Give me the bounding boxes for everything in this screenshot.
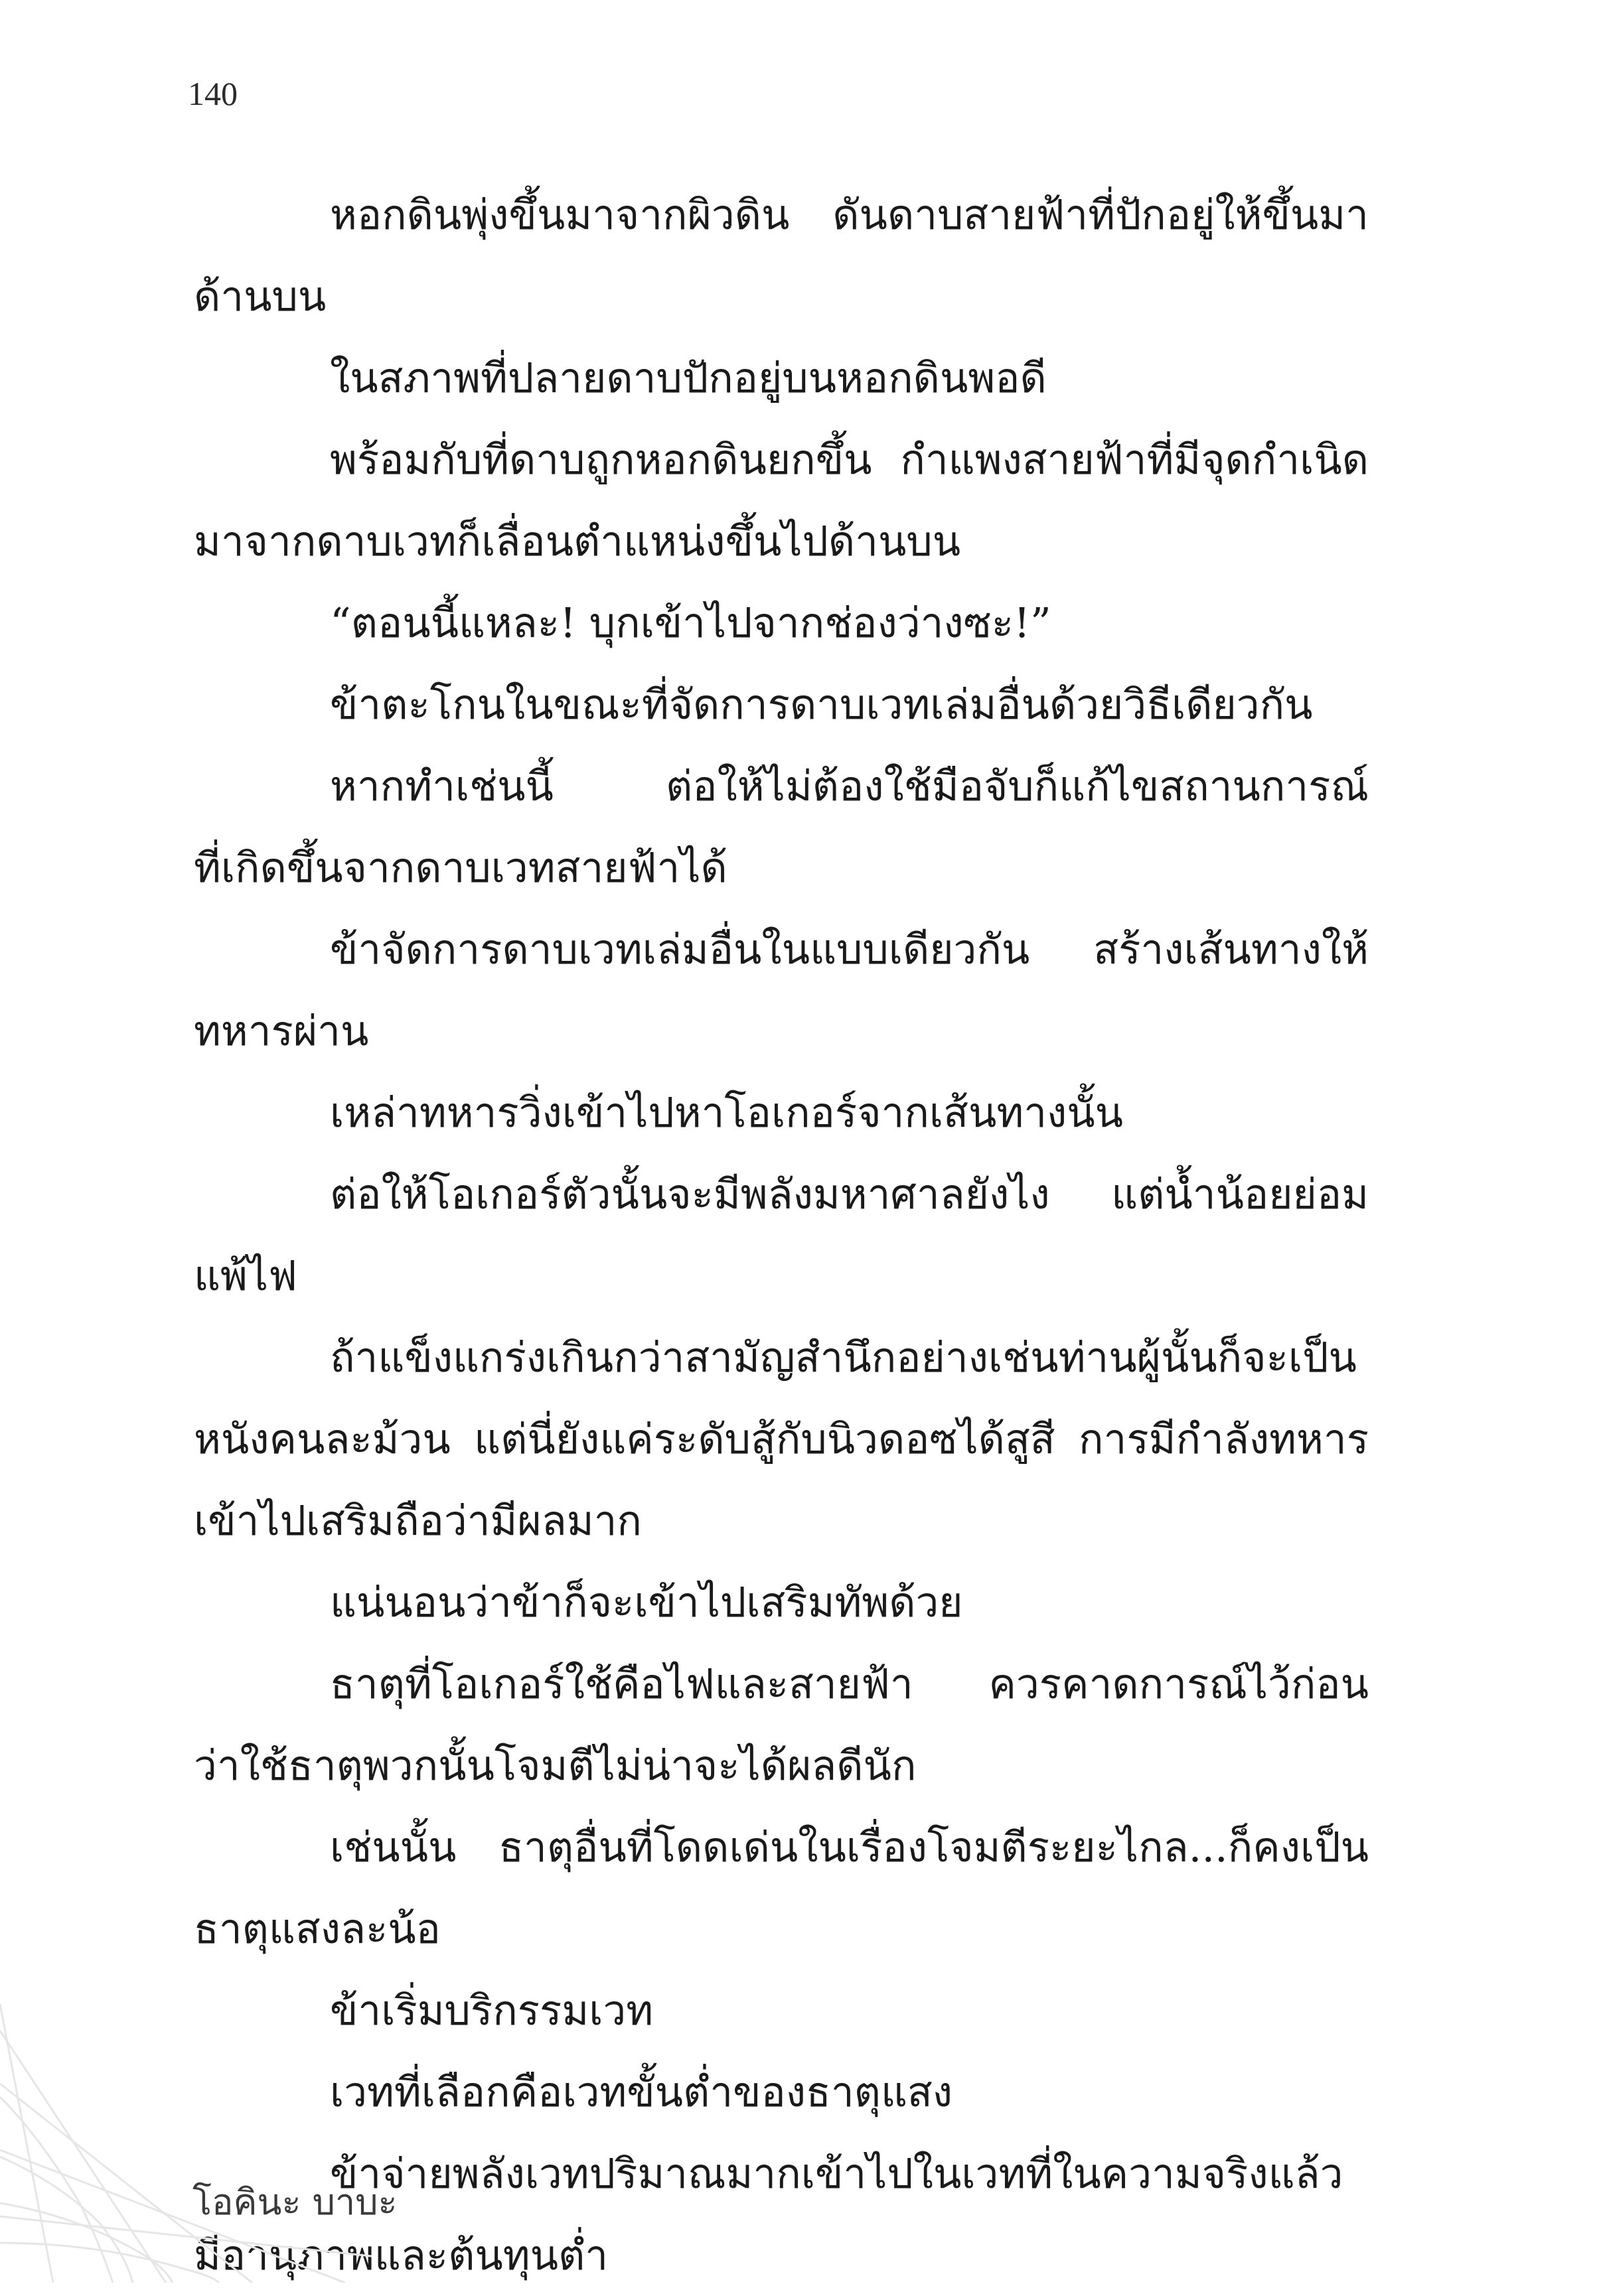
- text-line: มาจากดาบเวทก็เลื่อนตำแหน่งขึ้นไปด้านบน: [194, 517, 961, 565]
- text-line: หากทำเช่นนี้ ต่อให้ไม่ต้องใช้มือจับก็แก้ไขสถานการณ์: [330, 762, 1369, 810]
- text-line: ข้าตะโกนในขณะที่จัดการดาบเวทเล่มอื่นด้วยวิธีเดียวกัน: [330, 680, 1313, 729]
- text-line: ธาตุแสงละน้อ: [194, 1904, 441, 1953]
- text-line: ในสภาพที่ปลายดาบปักอยู่บนหอกดินพอดี: [330, 354, 1047, 402]
- text-line: แพ้ไฟ: [194, 1252, 297, 1300]
- page-number: 140: [188, 75, 238, 112]
- text-line: หนังคนละม้วน แต่นี่ยังแค่ระดับสู้กับนิวดอซได้สูสี การมีกำลังทหาร: [194, 1415, 1369, 1463]
- text-line: ด้านบน: [194, 272, 327, 321]
- text-line: ธาตุที่โอเกอร์ใช้คือไฟและสายฟ้า ควรคาดการณ์ไว้ก่อน: [330, 1660, 1369, 1708]
- text-line: ที่เกิดขึ้นจากดาบเวทสายฟ้าได้: [194, 843, 727, 892]
- text-line: เช่นนั้น ธาตุอื่นที่โดดเด่นในเรื่องโจมตีระยะไกล...ก็คงเป็น: [330, 1823, 1369, 1871]
- body-text: [194, 174, 1369, 2296]
- text-line: มีอานุภาพและต้นทุนต่ำ: [194, 2231, 609, 2279]
- text-line: ข้าจ่ายพลังเวทปริมาณมากเข้าไปในเวทที่ในความจริงแล้ว: [330, 2149, 1343, 2198]
- text-line: หอกดินพุ่งขึ้นมาจากผิวดิน ดันดาบสายฟ้าที่ปักอยู่ให้ขึ้นมา: [330, 190, 1369, 239]
- text-line: ทหารผ่าน: [194, 1007, 369, 1055]
- text-line: เข้าไปเสริมถือว่ามีผลมาก: [194, 1496, 642, 1545]
- text-line: เหล่าทหารวิ่งเข้าไปหาโอเกอร์จากเส้นทางนั้น: [330, 1088, 1124, 1137]
- text-line: “ตอนนี้แหละ! บุกเข้าไปจากช่องว่างซะ!”: [330, 599, 1051, 647]
- text-line: แน่นอนว่าข้าก็จะเข้าไปเสริมทัพด้วย: [330, 1578, 963, 1626]
- text-line: ว่าใช้ธาตุพวกนั้นโจมตีไม่น่าจะได้ผลดีนัก: [194, 1741, 917, 1790]
- text-line: ถ้าแข็งแกร่งเกินกว่าสามัญสำนึกอย่างเช่นท่านผู้นั้นก็จะเป็น: [330, 1333, 1357, 1382]
- text-line: เวทที่เลือกคือเวทขั้นต่ำของธาตุแสง: [330, 2068, 953, 2116]
- text-line: ข้าจัดการดาบเวทเล่มอื่นในแบบเดียวกัน สร้างเส้นทางให้: [330, 925, 1369, 973]
- text-line: ต่อให้โอเกอร์ตัวนั้นจะมีพลังมหาศาลยังไง แต่น้ำน้อยย่อม: [330, 1170, 1369, 1218]
- text-line: ข้าเริ่มบริกรรมเวท: [330, 1986, 654, 2035]
- spiderweb-decoration: [0, 2004, 372, 2283]
- footer-author: โอคินะ บาบะ: [192, 2181, 398, 2223]
- text-line: พร้อมกับที่ดาบถูกหอกดินยกขึ้น กำแพงสายฟ้าที่มีจุดกำเนิด: [330, 435, 1369, 484]
